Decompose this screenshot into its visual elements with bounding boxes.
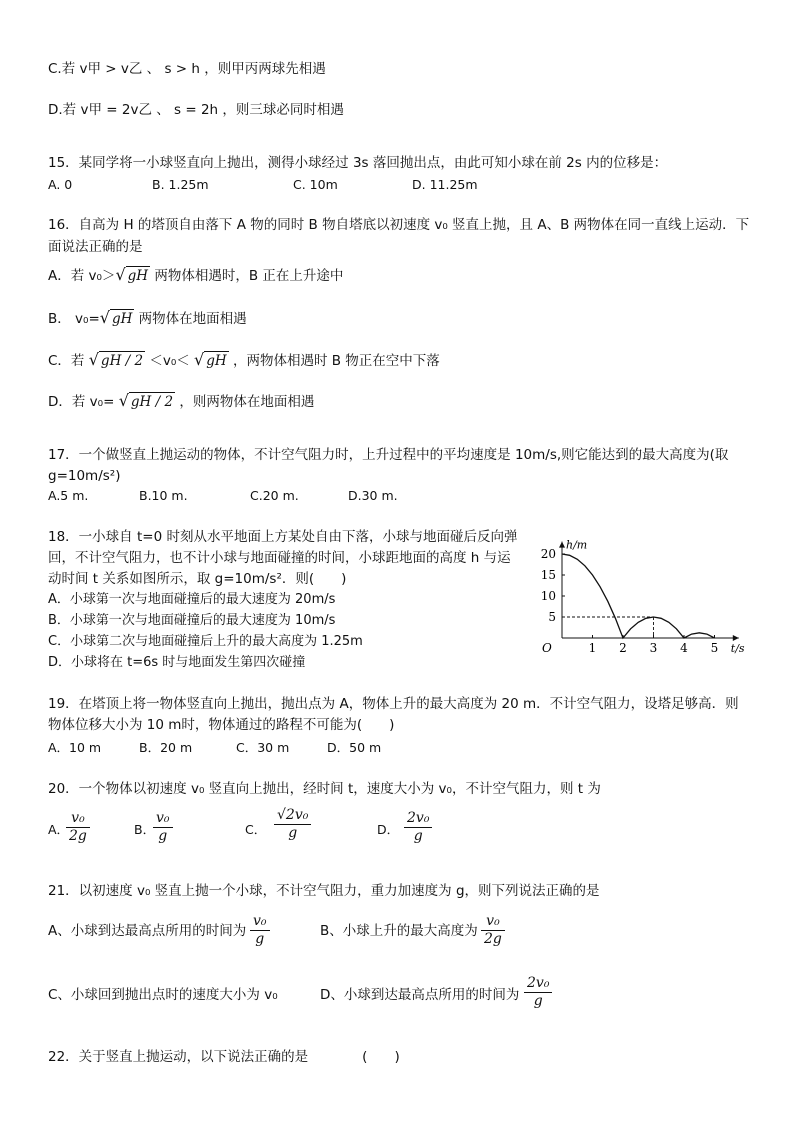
q20-option-c-fraction: $\frac{\text{√2v₀}}{g}$	[274, 807, 311, 842]
q20-stem: 20．一个物体以初速度 v₀ 竖直向上抛出，经时间 t，速度大小为 v₀，不计空气阻力，则 t 为	[48, 781, 601, 797]
q20-option-d-label: D．	[377, 822, 400, 837]
q15-option-d: D. 11.25m	[412, 177, 478, 192]
y-tick-label: 5	[548, 610, 556, 624]
x-axis-label: t/s	[730, 642, 745, 655]
q17-option-c: C.20 m.	[250, 488, 299, 503]
q18-option-b: B．小球第一次与地面碰撞后的最大速度为 10m/s	[48, 613, 336, 628]
x-tick-label: 4	[680, 641, 688, 655]
q19-option-c: C．30 m	[236, 740, 290, 755]
q21-option-b: B、小球上升的最大高度为	[320, 923, 478, 939]
q20-option-d-fraction: $\frac{\text{2v₀}}{g}$	[404, 810, 432, 845]
q14-option-d: D.若 v甲 = 2v乙 、 s = 2h ，则三球必同时相遇	[48, 102, 344, 118]
q17-option-b: B.10 m.	[139, 488, 188, 503]
q17-option-d: D.30 m.	[348, 488, 398, 503]
sqrt-symbol-icon: √	[88, 350, 99, 369]
q16-option-c: C．若 √ gH / 2 ＜v₀＜ √ gH ，两物体相遇时 B 物正在空中下落	[48, 350, 440, 369]
q20-option-b-fraction: $\frac{\text{v₀}}{g}$	[153, 810, 173, 845]
q19-stem-line2: 物体位移大小为 10 m时，物体通过的路程不可能为( )	[48, 717, 395, 733]
q21-option-c: C、小球回到抛出点时的速度大小为 v₀	[48, 987, 278, 1003]
q18-stem-line1: 18．一小球自 t=0 时刻从水平地面上方某处自由下落，小球与地面碰后反向弹	[48, 529, 518, 545]
q18-option-d: D．小球将在 t=6s 时与地面发生第四次碰撞	[48, 655, 306, 670]
x-tick-label: 3	[649, 641, 658, 655]
x-tick-label: 5	[710, 641, 719, 655]
q17-stem-line1: 17．一个做竖直上抛运动的物体，不计空气阻力时，上升过程中的平均速度是 10m/s,则它能达到的最大高度为(取	[48, 447, 729, 463]
height-curve	[562, 554, 715, 638]
q19-option-b: B．20 m	[139, 740, 193, 755]
q18-stem-line3: 动时间 t 关系如图所示，取 g=10m/s²．则( )	[48, 571, 347, 587]
sqrt-symbol-icon: √	[118, 391, 129, 410]
q17-stem-line2: g=10m/s²)	[48, 468, 121, 484]
x-tick-label: 2	[619, 641, 627, 655]
q21-stem: 21．以初速度 v₀ 竖直上抛一个小球，不计空气阻力，重力加速度为 g，则下列说法正确的是	[48, 883, 600, 899]
q19-stem-line1: 19．在塔顶上将一物体竖直向上抛出，抛出点为 A，物体上升的最大高度为 20 m．不计空气阻力，设塔足够高．则	[48, 696, 739, 712]
q20-option-a-fraction: $\frac{\text{v₀}}{2g}$	[66, 810, 90, 845]
q15-option-a: A. 0	[48, 177, 73, 192]
sqrt-symbol-icon: √	[115, 265, 126, 284]
q20-option-a-label: A．	[48, 822, 70, 837]
y-axis-arrow-icon	[559, 542, 565, 548]
q16-option-d: D．若 v₀= √ gH / 2 ，则两物体在地面相遇	[48, 391, 315, 410]
y-axis-label: h/m	[566, 538, 588, 552]
q21-option-b-fraction: $\frac{\text{v₀}}{2g}$	[481, 913, 505, 948]
q18-stem-line2: 回，不计空气阻力，也不计小球与地面碰撞的时间，小球距地面的高度 h 与运	[48, 550, 511, 566]
sqrt-symbol-icon: √	[194, 350, 205, 369]
y-tick-label: 15	[540, 568, 556, 582]
q20-option-c-label: C．	[245, 822, 267, 837]
sqrt-symbol-icon: √	[99, 308, 110, 327]
origin-label: O	[542, 641, 552, 655]
q20-option-b-label: B．	[134, 822, 156, 837]
q16-option-b: B． v₀=√ gH 两物体在地面相遇	[48, 308, 247, 327]
y-tick-label: 10	[540, 589, 556, 603]
q16-option-a: A．若 v₀＞√ gH 两物体相遇时，B 正在上升途中	[48, 265, 344, 284]
q19-option-a: A．10 m	[48, 740, 102, 755]
y-tick-label: 20	[540, 547, 556, 561]
q21-option-d: D、小球到达最高点所用的时间为	[320, 987, 520, 1003]
q21-option-a-fraction: $\frac{\text{v₀}}{g}$	[250, 913, 270, 948]
q19-option-d: D．50 m	[327, 740, 382, 755]
q15-option-c: C. 10m	[293, 177, 338, 192]
q17-option-a: A.5 m.	[48, 488, 89, 503]
q15-stem: 15．某同学将一小球竖直向上抛出，测得小球经过 3s 落回抛出点，由此可知小球在前 2s 内的位移是：	[48, 155, 668, 171]
height-time-chart	[530, 534, 760, 662]
x-axis-arrow-icon	[733, 635, 739, 641]
q21-option-a: A、小球到达最高点所用的时间为	[48, 923, 247, 939]
q21-option-d-fraction: $\frac{\text{2v₀}}{g}$	[524, 975, 552, 1010]
q16-stem-line1: 16．自高为 H 的塔顶自由落下 A 物的同时 B 物自塔底以初速度 v₀ 竖直上抛，且 A、B 两物体在同一直线上运动．下	[48, 217, 750, 233]
q18-option-c: C．小球第二次与地面碰撞后上升的最大高度为 1.25m	[48, 634, 363, 649]
q15-option-b: B. 1.25m	[152, 177, 209, 192]
q14-option-c: C.若 v甲 > v乙 、 s > h ，则甲丙两球先相遇	[48, 61, 326, 77]
q18-option-a: A．小球第一次与地面碰撞后的最大速度为 20m/s	[48, 592, 336, 607]
q16-stem-line2: 面说法正确的是	[48, 239, 143, 255]
x-tick-label: 1	[588, 641, 597, 655]
q22-stem: 22．关于竖直上抛运动，以下说法正确的是 ( )	[48, 1049, 400, 1065]
